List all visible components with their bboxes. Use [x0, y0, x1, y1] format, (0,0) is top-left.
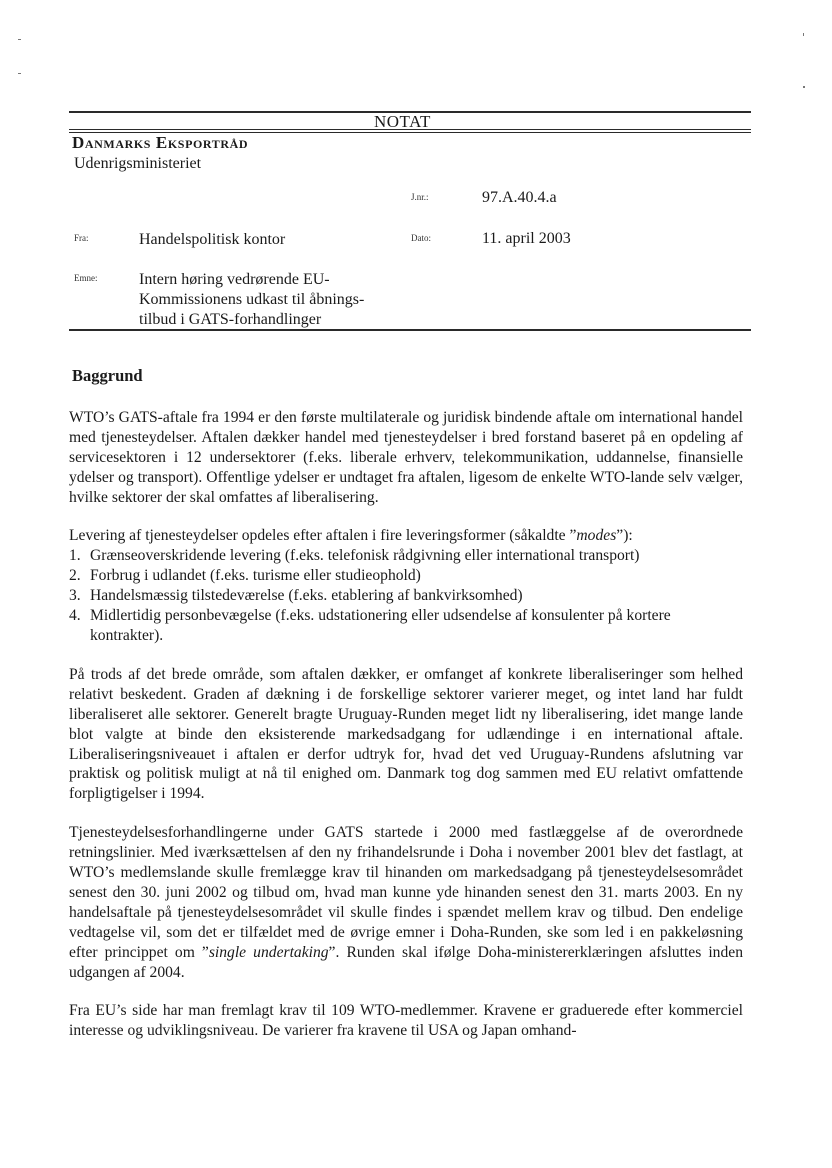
paragraph-liberalisation: På trods af det brede område, som aftalen dækker, er omfanget af konkrete liberaliseringer som helhed relativt beskedent. Graden af dækning i de forskellige sektorer varierer meget, og intet land har fuldt liberaliseret alle sektorer. Generelt bragte Uruguay-Runden meget lidt ny liberalisering, idet mange lande blot valgte at binde den eksisterende markedsadgang for udlændinge i en international aftale. Liberaliseringsniveauet i aftalen er derfor udtryk for, hvad det ved Uruguay-Rundens afslutning var praktisk og politisk muligt at nå til enighed om. Danmark tog dog sammen med EU relativt omfattende forpligtigelser i 1994. — [69, 665, 743, 803]
list-item: 1. Grænseoverskridende levering (f.eks. telefonisk rådgivning eller international transport) — [69, 547, 640, 565]
scan-speck — [803, 33, 804, 36]
modes-list — [69, 546, 743, 646]
memo-body — [69, 366, 743, 1060]
list-item: 2. Forbrug i udlandet (f.eks. turisme eller studieophold) — [69, 567, 421, 585]
modes-intro: Levering af tjenesteydelser opdeles efter aftalen i fire leveringsformer (såkaldte ”modes”): — [69, 527, 633, 545]
scan-speck — [18, 73, 21, 74]
section-heading: Baggrund — [72, 366, 143, 385]
paragraph-gats-agreement: WTO’s GATS-aftale fra 1994 er den første multilaterale og juridisk bindende aftale om international handel med tjenesteydelser. Aftalen dækker handel med tjenesteydelser i bred forstand baseret på en opdeling af servicesektoren i 12 undersektorer (f.eks. liberale erhverv, telekommunikation, uddannelse, finansielle ydelser og transport). Offentlige ydelser er undtaget fra aftalen, ligesom de enkelte WTO-lande selv vælger, hvilke sektorer der skal omfattes af liberalisering. — [69, 408, 743, 506]
scan-speck — [18, 39, 21, 40]
subject-value: Intern høring vedrørende EU-Kommissionens udkast til åbnings-tilbud i GATS-forhandlinger — [139, 271, 365, 328]
scan-speck — [803, 86, 805, 88]
subject-label: Emne: — [74, 273, 98, 283]
document-title: NOTAT — [374, 112, 431, 131]
paragraph-negotiations: Tjenesteydelsesforhandlingerne under GATS startede i 2000 med fastlæggelse af de overordnede retningslinier. Med iværksættelsen af den ny frihandelsrunde i Doha i november 2001 blev det fastlagt, at WTO’s medlemslande skulle fremlægge krav til hinanden om markedsadgang på tjenesteydelsesområdet senest den 30. juni 2002 og tilbud om, hvad man kunne yde hinanden senest den 31. marts 2003. En ny handelsaftale på tjenesteydelsesområdet vil skulle findes i spændet mellem krav og tilbud. Den endelige vedtagelse vil, som det er tilfældet med de øvrige emner i Doha-Runden, ske som led i en pakkeløsning efter princippet om ”single undertaking”. Runden skal ifølge Doha-ministererklæringen afsluttes inden udgangen af 2004. — [69, 824, 743, 981]
date-value: 11. april 2003 — [482, 230, 571, 247]
list-item: 4. Midlertidig personbevægelse (f.eks. udstationering eller udsendelse af konsulenter på kortere kontrakter). — [69, 607, 671, 644]
from-label: Fra: — [74, 233, 89, 243]
organization-name: Danmarks Eksportråd — [72, 133, 249, 152]
jnr-label: J.nr.: — [411, 192, 429, 202]
from-value: Handelspolitisk kontor — [139, 231, 286, 248]
list-item: 3. Handelsmæssig tilstedeværelse (f.eks. etablering af bankvirksomhed) — [69, 587, 523, 605]
paragraph-eu-requests: Fra EU’s side har man fremlagt krav til 109 WTO-medlemmer. Kravene er graduerede efter kommerciel interesse og udviklingsniveau. De varierer fra kravene til USA og Japan omhand- — [69, 1002, 743, 1040]
department-name: Udenrigsministeriet — [74, 155, 202, 172]
jnr-value: 97.A.40.4.a — [482, 189, 557, 206]
date-label: Dato: — [411, 233, 431, 243]
